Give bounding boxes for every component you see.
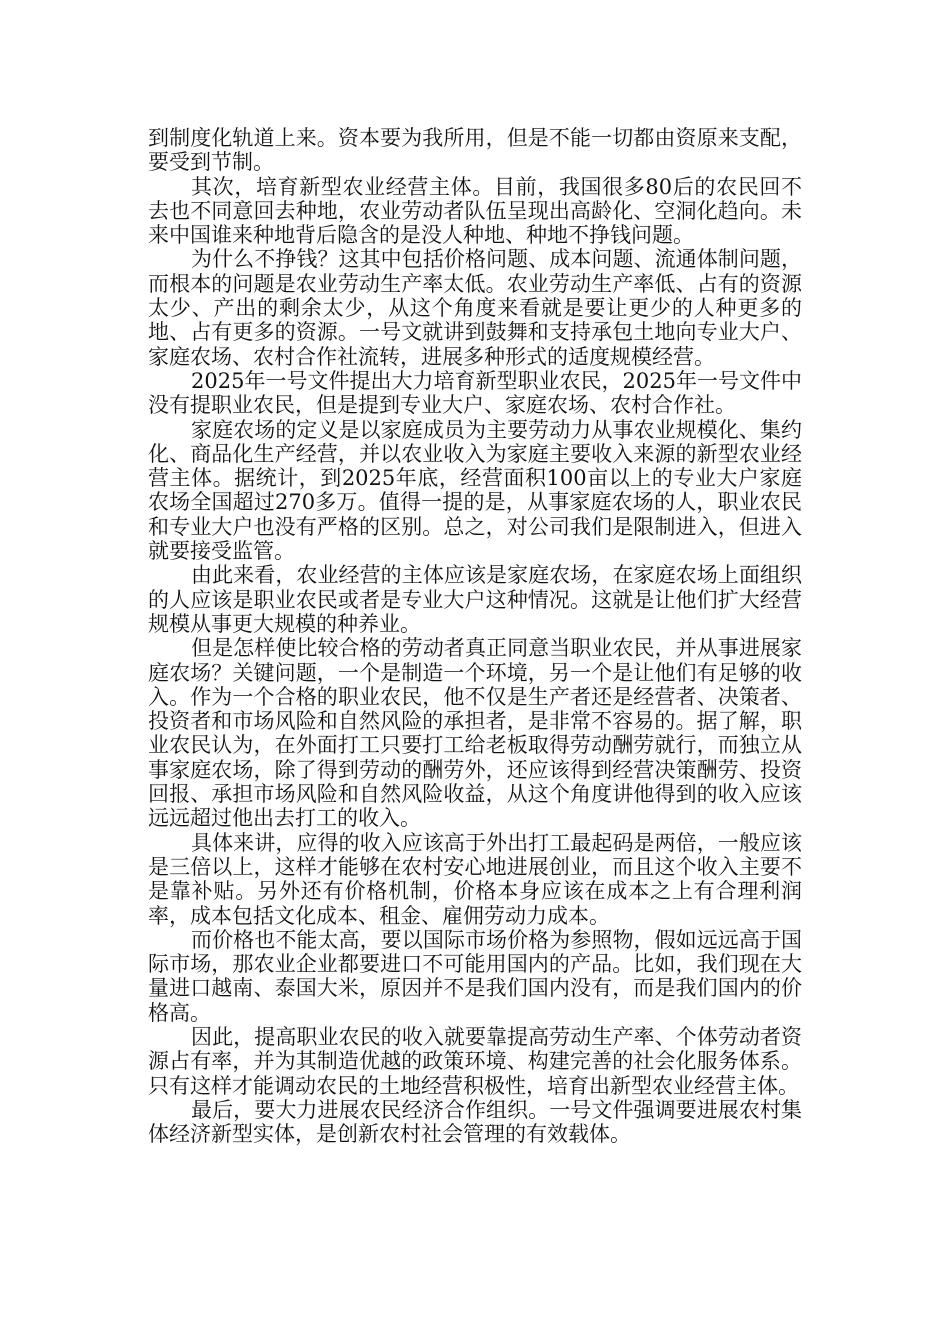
paragraph-document-one: 2025年一号文件提出大力培育新型职业农民，2025年一号文件中没有提职业农民，但是提到专业大户、家庭农场、农村合作社。: [148, 368, 802, 418]
paragraph-main-entity: 由此来看，农业经营的主体应该是家庭农场，在家庭农场上面组织的人应该是职业农民或者是专业大户这种情况。这就是让他们扩大经营规模从事更大规模的种养业。: [148, 563, 802, 636]
paragraph-family-farm-definition: 家庭农场的定义是以家庭成员为主要劳动力从事农业规模化、集约化、商品化生产经营，并以农业收入为家庭主要收入来源的新型农业经营主体。据统计，到2025年底，经营面积100亩以上的专业大户家庭农场全国超过270多万。值得一提的是，从事家庭农场的人，职业农民和专业大户也没有严格的区别。总之，对公司我们是限制进入，但进入就要接受监管。: [148, 417, 802, 564]
paragraph-income: 具体来讲，应得的收入应该高于外出打工最起码是两倍，一般应该是三倍以上，这样才能够在农村安心地进展创业，而且这个收入主要不是靠补贴。另外还有价格机制，价格本身应该在成本之上有合理利润率，成本包括文化成本、租金、雇佣劳动力成本。: [148, 830, 802, 928]
paragraph-therefore: 因此，提高职业农民的收入就要靠提高劳动生产率、个体劳动者资源占有率，并为其制造优越的政策环境、构建完善的社会化服务体系。只有这样才能调动农民的土地经营积极性，培育出新型农业经营主体。: [148, 1024, 802, 1098]
paragraph-price: 而价格也不能太高，要以国际市场价格为参照物，假如远远高于国际市场，那农业企业都要进口不可能用国内的产品。比如，我们现在大量进口越南、泰国大米，原因并不是我们国内没有，而是我们国内的价格高。: [148, 927, 802, 1025]
paragraph-continuation: 到制度化轨道上来。资本要为我所用，但是不能一切都由资原来支配，要受到节制。: [148, 126, 802, 175]
paragraph-why-no-profit: 为什么不挣钱？这其中包括价格问题、成本问题、流通体制问题，而根本的问题是农业劳动生产率太低。农业劳动生产率低、占有的资源太少、产出的剩余太少，从这个角度来看就是要让更少的人种更多的地、占有更多的资源。一号文就讲到鼓舞和支持承包土地向专业大户、家庭农场、农村合作社流转，进展多种形式的适度规模经营。: [148, 247, 802, 369]
paragraph-new-business-entities: 其次，培育新型农业经营主体。目前，我国很多80后的农民回不去也不同意回去种地，农业劳动者队伍呈现出高龄化、空洞化趋向。未来中国谁来种地背后隐含的是没人种地、种地不挣钱问题。: [148, 174, 802, 248]
paragraph-qualified-workers: 但是怎样使比较合格的劳动者真正同意当职业农民，并从事进展家庭农场？关键问题，一个是制造一个环境，另一个是让他们有足够的收入。作为一个合格的职业农民，他不仅是生产者还是经营者、决策者、投资者和市场风险和自然风险的承担者，是非常不容易的。据了解，职业农民认为，在外面打工只要打工给老板取得劳动酬劳就行，而独立从事家庭农场，除了得到劳动的酬劳外，还应该得到经营决策酬劳、投资回报、承担市场风险和自然风险收益，从这个角度讲他得到的收入应该远远超过他出去打工的收入。: [148, 636, 802, 831]
paragraph-finally: 最后，要大力进展农民经济合作组织。一号文件强调要进展农村集体经济新型实体，是创新农村社会管理的有效载体。: [148, 1097, 802, 1147]
document-page: [148, 126, 802, 1146]
